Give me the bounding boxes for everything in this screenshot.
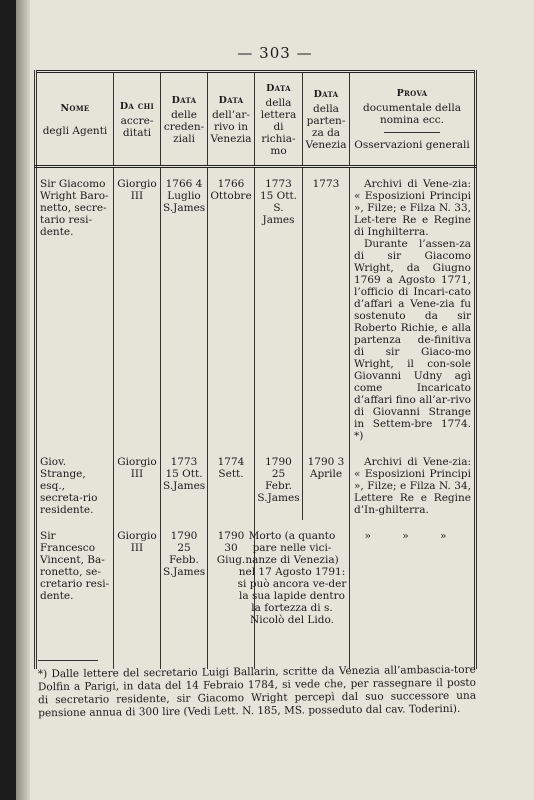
- page-gutter-shadow: [16, 0, 30, 800]
- cell-credenziali: 1790 25 Febb. S.James: [161, 520, 208, 669]
- cell-partenza: 1773: [303, 167, 350, 447]
- cell-credenziali: 1773 15 Ott. S.James: [161, 446, 208, 520]
- header-data-partenza-sub: della parten-za da Venezia: [305, 102, 347, 151]
- cell-arrivo: 1790 30 Giug.: [208, 520, 255, 669]
- header-prova-title: Prova: [396, 88, 428, 99]
- cell-prova: [350, 167, 476, 447]
- page-number: — 303 —: [237, 44, 313, 62]
- cell-prova: [350, 446, 476, 520]
- header-nome-title: Nome: [60, 102, 90, 114]
- table-row: [36, 446, 476, 520]
- header-prova-divider: [384, 132, 440, 133]
- cell-richiamo: 1773 15 Ott. S. James: [255, 167, 303, 447]
- header-nome: [36, 72, 114, 167]
- header-da-chi-sub: accre-ditati: [120, 114, 154, 139]
- cell-richiamo: [237, 520, 350, 669]
- osservazioni-text: Durante l’assen-za di sir Giacomo Wright, da Giugno 1769 a Agosto 1771, l’officio di Incari-cato d’affari a Vene-zia fu sostenuto da sir Roberto Richie, e alla partenza de-finitiva di sir Giaco-mo Wright, il con-sole Giovanni Udny agì come Incaricato d’affari fino all’ar-rivo di Giovanni Strange in Settem-bre 1774. *): [354, 238, 471, 442]
- death-note: Morto (a quanto pare nelle vici-nanze di Venezia) nel 17 Agosto 1791: si può ancora ve-der la sua lapide dentro la fortezza di s. Nicolò del Lido.: [237, 530, 347, 626]
- header-data-arrivo-title: Data: [218, 94, 244, 106]
- header-data-partenza-title: Data: [313, 88, 339, 100]
- cell-accreditati: Giorgio III: [114, 167, 161, 447]
- header-data-credenziali-title: Data: [171, 94, 197, 106]
- cell-agente: Giov. Strange, esq., secreta-rio residente.: [36, 446, 114, 520]
- header-data-partenza: [303, 72, 350, 167]
- header-prova-sub: documentale della nomina ecc.: [363, 102, 461, 126]
- header-data-lettera-sub: della lettera di richia-mo: [260, 96, 297, 157]
- header-data-credenziali: [161, 72, 208, 167]
- cell-arrivo: 1766 Ottobre: [208, 167, 255, 447]
- header-prova: [350, 72, 476, 167]
- header-data-arrivo-sub: dell’ar-rivo in Venezia: [210, 108, 252, 145]
- header-data-lettera: [255, 72, 303, 167]
- cell-agente: Sir Francesco Vincent, Ba-ronetto, se-cretario resi-dente.: [36, 520, 114, 669]
- cell-agente: Sir Giacomo Wright Baro-netto, secre-tario resi-dente.: [36, 167, 114, 447]
- header-da-chi-title: Da chi: [119, 100, 155, 112]
- header-data-arrivo: [208, 72, 255, 167]
- book-page: [16, 0, 534, 800]
- agents-register-table: [34, 70, 477, 669]
- cell-prova: [350, 520, 476, 669]
- header-data-credenziali-sub: delle creden-ziali: [163, 108, 205, 145]
- prova-text: Archivi di Vene-zia: « Esposizioni Principi », Filze; e Filza N. 34, Lettere Re e Regine d’In-ghilterra.: [354, 456, 471, 516]
- footnote-rule: [38, 660, 98, 661]
- header-data-lettera-title: Data: [266, 82, 291, 94]
- cell-accreditati: Giorgio III: [114, 446, 161, 520]
- header-osservazioni-sub: Osservazioni generali: [354, 139, 470, 151]
- table-row: [36, 167, 476, 447]
- header-da-chi: [114, 72, 161, 167]
- cell-partenza: 1790 3 Aprile: [303, 446, 350, 520]
- cell-accreditati: Giorgio III: [114, 520, 161, 669]
- prova-text: Archivi di Vene-zia: « Esposizioni Principi », Filze; e Filza N. 33, Let-tere Re e Regine di Inghilterra.: [354, 178, 471, 238]
- cell-credenziali: 1766 4 Luglio S.James: [161, 167, 208, 447]
- cell-richiamo: 1790 25 Febr. S.James: [255, 446, 303, 520]
- header-nome-sub: degli Agenti: [42, 124, 108, 137]
- cell-arrivo: 1774 Sett.: [208, 446, 255, 520]
- table-header-row: [36, 72, 476, 167]
- footnote: *) Dalle lettere del secretario Luigi Ballarin, scritte da Venezia all’ambascia-tore Dolfin a Parigi, in data del 14 Febraio 1784, si vede che, per rassegnare il posto di secretario residente, sir Giacomo Wright percepì dal suo successore una pensione annua di 300 lire (Vedi Lett. N. 185, MS. posseduto dal cav. Toderini).: [37, 663, 477, 720]
- table-row: [36, 520, 476, 669]
- ditto-marks: » » »: [364, 530, 461, 542]
